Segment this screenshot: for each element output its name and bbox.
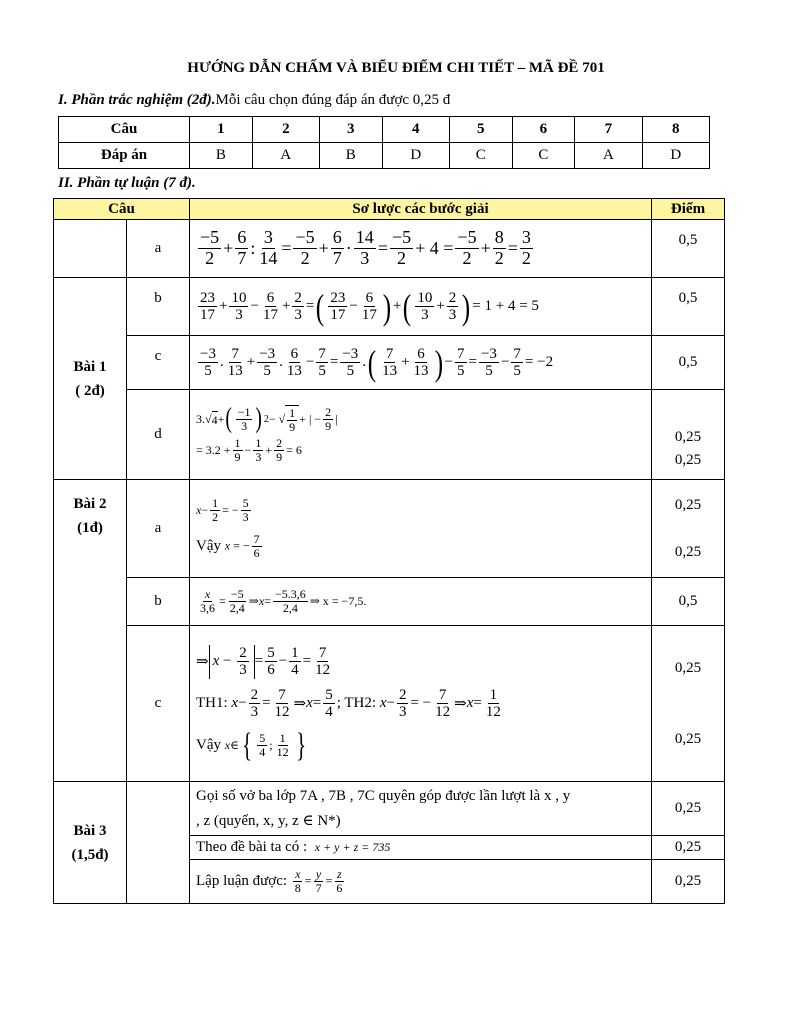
case-1-label: TH1: — [196, 695, 228, 711]
bai-3-line-1b: , z (quyển, x, y, z ∈ N*) — [196, 812, 341, 829]
table-header-row — [54, 199, 725, 220]
solution-1c: $\frac{-3}{5}$ . $\frac{7}{13}$ + $\frac{-3}{5}$ . $\frac{6}{13}$ − $\frac{7}{5}$ = $\frac{-3}{5}$ . ( $\frac{7}{13}$ + $\frac{6}{13}$ ) − $\frac{7}{5}$ = $\frac{-3}{5}$ − $\frac{7}{5}$ = −2 — [190, 336, 652, 390]
part-empty-cell — [127, 782, 190, 904]
mcq-q7: 7 — [575, 117, 642, 143]
result-2b: ⇒ x = −7,5. — [309, 594, 367, 608]
bai-2-max: (1đ) — [77, 520, 103, 536]
mcq-question-row — [59, 117, 710, 143]
part-label: d — [127, 390, 190, 480]
solution-3-3: Lập luận được: $\frac{x}{8}$ = $\frac{y}{7}$ = $\frac{z}{6}$ — [190, 860, 652, 904]
mcq-q8: 8 — [642, 117, 709, 143]
points-2c — [652, 626, 725, 782]
points-2a-1: 0,25 — [674, 496, 702, 513]
solution-1b: $\frac{23}{17}$ + $\frac{10}{3}$ − $\frac{6}{17}$ + $\frac{2}{3}$ = ( $\frac{23}{17}$ − $\frac{6}{17}$ ) + ( $\frac{10}{3}$ + $\frac{2}{3}$ ) = 1 + 4 = 5 — [190, 278, 652, 336]
mcq-q2: 2 — [252, 117, 319, 143]
mcq-q3: 3 — [319, 117, 382, 143]
bai-3-max: (1,5đ) — [71, 846, 109, 863]
table-row — [54, 220, 725, 278]
mcq-q4: 4 — [382, 117, 449, 143]
solution-3-2 — [190, 836, 652, 860]
solution-1d: 3.√ 4 + ( $\frac{-1}{3}$ ) 2 − √ $\frac{1}{9}$ + | − $\frac{2}{9}$ | = 3.2 + $\frac{1}{9}$ − $\frac{1}{3}$ + $\frac{2}{9}$ = 6 — [190, 390, 652, 480]
solution-2b: $\frac{x}{3,6}$ = $\frac{-5}{2,4}$ ⇒ x = $\frac{-5.3,6}{2,4}$ ⇒ x = −7,5. — [190, 578, 652, 626]
bai-3-line-3: Lập luận được: — [196, 873, 288, 889]
table-row — [54, 390, 725, 480]
part-label: c — [127, 626, 190, 782]
part-label: c — [127, 336, 190, 390]
mcq-q5: 5 — [449, 117, 512, 143]
solution-2a: x − $\frac{1}{2}$ = − $\frac{5}{3}$ Vậy x = − $\frac{7}{6}$ — [190, 480, 652, 578]
bai-2-title: Bài 2 — [73, 496, 107, 512]
mcq-a3: B — [319, 143, 382, 169]
points-1d-2: 0,25 — [674, 452, 702, 468]
mcq-a8: D — [642, 143, 709, 169]
mcq-q6: 6 — [512, 117, 575, 143]
case-2-label: ; TH2: — [336, 695, 377, 711]
essay-grading-table — [53, 198, 725, 904]
table-row — [54, 480, 725, 578]
bai-1-max: ( 2đ) — [75, 382, 105, 399]
points-3-3: 0,25 — [652, 860, 725, 904]
mcq-a2: A — [252, 143, 319, 169]
bai-3-title: Bài 3 — [73, 822, 107, 839]
points-2c-2: 0,25 — [674, 730, 702, 747]
bai-empty-cell — [54, 220, 127, 278]
page-title: HƯỚNG DẪN CHẤM VÀ BIỂU ĐIỂM CHI TIẾT – MÃ ĐỀ 701 — [187, 60, 605, 76]
mcq-a7: A — [575, 143, 642, 169]
vay-label: Vậy — [196, 737, 221, 753]
mcq-q1: 1 — [190, 117, 253, 143]
points-1b: 0,5 — [652, 278, 725, 336]
mcq-answer-table — [58, 116, 710, 169]
bai-3-line-2: Theo đề bài ta có : — [196, 839, 308, 855]
table-row — [54, 278, 725, 336]
part-label: b — [127, 578, 190, 626]
section-2-heading: II. Phần tự luận (7 đ). — [58, 175, 196, 191]
mcq-a1: B — [190, 143, 253, 169]
header-points: Điểm — [652, 199, 725, 220]
header-steps: Sơ lược các bước giải — [190, 199, 652, 220]
points-3-1: 0,25 — [652, 782, 725, 836]
points-2c-1: 0,25 — [674, 659, 702, 676]
points-2b: 0,5 — [652, 578, 725, 626]
bai-3-line-1: Gọi số vở ba lớp 7A , 7B , 7C quyên góp được lần lượt là x , y — [196, 787, 571, 804]
points-1d — [652, 390, 725, 480]
bai-1-label — [54, 278, 127, 480]
bai-2-label — [54, 480, 127, 782]
table-row — [54, 336, 725, 390]
points-1d-1: 0,25 — [674, 429, 702, 445]
mcq-a4: D — [382, 143, 449, 169]
table-row — [54, 782, 725, 836]
part-label: a — [127, 480, 190, 578]
table-row — [54, 626, 725, 782]
section-1-heading — [58, 92, 450, 109]
header-question: Câu — [54, 199, 190, 220]
bai-1-title: Bài 1 — [73, 358, 107, 375]
solution-2c: ⇒ x − $\frac{2}{3}$ = $\frac{5}{6}$ − $\frac{1}{4}$ = $\frac{7}{12}$ TH1: x − $\frac{2}{3}$ = $\frac{7}{12}$ ⇒ x = $\frac{5}{4}$ ; TH2: x − $\frac{2}{3}$ = − $\frac{7}{12}$ ⇒ x = $\frac{1}{12}$ Vậy x ∈ { $\frac{5}{4}$ ; $\frac{1}{12}$ } — [190, 626, 652, 782]
points-3-2: 0,25 — [652, 836, 725, 860]
solution-1a: $\frac{-5}{2}$ + $\frac{6}{7}$ : $\frac{3}{14}$ = $\frac{-5}{2}$ + $\frac{6}{7}$ · $\frac{14}{3}$ = $\frac{-5}{2}$ + 4 = $\frac{-5}{2}$ + $\frac{8}{2}$ = $\frac{3}{2}$ — [190, 220, 652, 278]
solution-3-1 — [190, 782, 652, 836]
bai-3-equation: x + y + z = 735 — [314, 840, 391, 854]
part-label: b — [127, 278, 190, 336]
mcq-answer-row — [59, 143, 710, 169]
table-row — [54, 578, 725, 626]
mcq-a5: C — [449, 143, 512, 169]
bai-3-label — [54, 782, 127, 904]
mcq-a6: C — [512, 143, 575, 169]
mcq-question-label: Câu — [59, 117, 190, 143]
vay-label: Vậy — [196, 537, 221, 554]
part-label: a — [127, 220, 190, 278]
points-1c: 0,5 — [652, 336, 725, 390]
points-2a — [652, 480, 725, 578]
points-2a-2: 0,25 — [674, 543, 702, 560]
section-1-title: I. Phần trắc nghiệm (2đ). — [58, 92, 216, 108]
mcq-answer-label: Đáp án — [59, 143, 190, 169]
section-1-note: Mỗi câu chọn đúng đáp án được 0,25 đ — [215, 92, 451, 108]
points-1a: 0,5 — [652, 220, 725, 278]
